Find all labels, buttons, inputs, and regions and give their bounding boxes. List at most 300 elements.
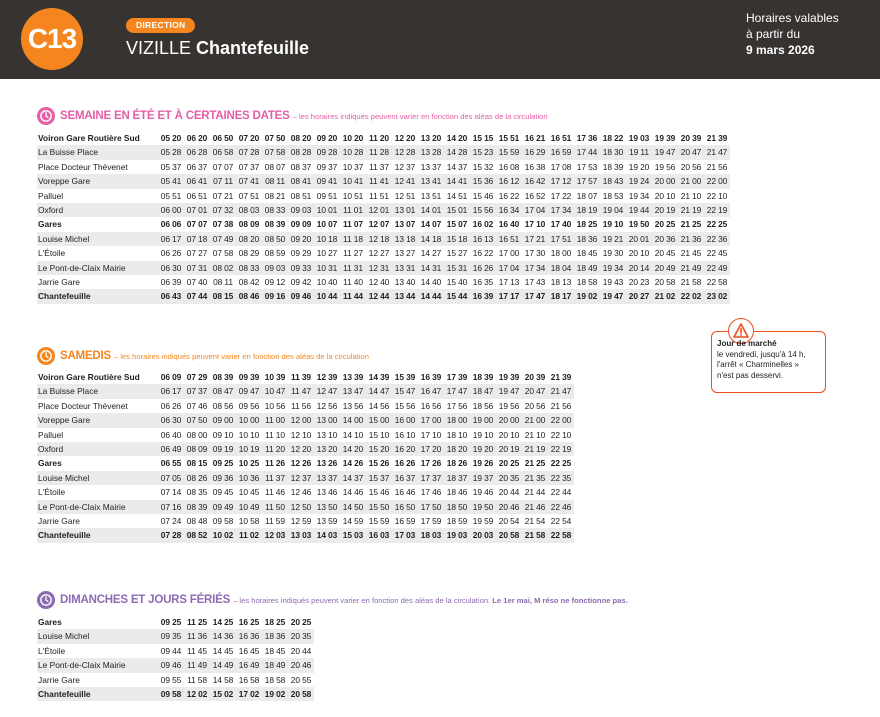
- departure-time: 09 47: [236, 384, 262, 398]
- departure-time: 11 00: [262, 413, 288, 427]
- market-notice-title: Jour de marché: [717, 339, 777, 348]
- departure-time: 14 58: [212, 674, 234, 685]
- saturday-section-title: [37, 347, 369, 365]
- stop-name: Place Docteur Thévenet: [38, 161, 128, 172]
- departure-time: 19 43: [602, 277, 624, 288]
- table-row: [37, 399, 574, 413]
- stop-name: Voiron Gare Routière Sud: [38, 133, 140, 143]
- departure-time: 16 52: [524, 190, 546, 201]
- market-notice-line-2: l'arrêt « Charminelles »: [717, 360, 800, 369]
- departure-time: 08 51: [290, 190, 312, 201]
- departure-time: 14 44: [418, 289, 444, 303]
- table-row: [37, 658, 314, 672]
- departure-time: 20 10: [654, 190, 676, 201]
- table-row: [37, 174, 730, 188]
- departure-time: 11 56: [291, 400, 311, 411]
- departure-time: 14 49: [210, 658, 236, 672]
- departure-time: 20 56: [524, 400, 546, 411]
- departure-time: 21 25: [524, 458, 546, 469]
- stop-name: Oxford: [37, 442, 158, 456]
- departure-time: 11 44: [340, 289, 366, 303]
- departure-time: 16 25: [238, 617, 260, 627]
- stop-name: Voreppe Gare: [37, 413, 158, 427]
- departure-time: 13 59: [316, 516, 338, 527]
- departure-time: 18 36: [574, 232, 600, 246]
- departure-time: 14 20: [340, 442, 366, 456]
- departure-time: 12 44: [366, 289, 392, 303]
- departure-time: 17 20: [418, 442, 444, 456]
- departure-time: 11 31: [340, 261, 366, 275]
- departure-time: 16 37: [392, 471, 418, 485]
- departure-time: 20 35: [288, 629, 314, 643]
- departure-time: 06 28: [184, 145, 210, 159]
- departure-time: 13 40: [394, 277, 416, 288]
- departure-time: 21 00: [522, 413, 548, 427]
- departure-time: 20 25: [654, 219, 676, 230]
- departure-time: 18 43: [600, 174, 626, 188]
- departure-time: 07 27: [186, 248, 208, 259]
- departure-time: 15 51: [498, 133, 520, 143]
- departure-time: 08 03: [236, 203, 262, 217]
- departure-time: 20 01: [626, 232, 652, 246]
- departure-time: 14 10: [342, 429, 364, 440]
- departure-time: 22 10: [550, 429, 572, 440]
- stop-name: Louise Michel: [37, 232, 158, 246]
- departure-time: 07 38: [212, 219, 234, 230]
- departure-time: 10 39: [264, 372, 286, 382]
- departure-time: 10 28: [340, 145, 366, 159]
- departure-time: 06 06: [160, 219, 182, 230]
- departure-time: 07 11: [210, 174, 236, 188]
- departure-time: 16 26: [470, 261, 496, 275]
- departure-time: 07 49: [210, 232, 236, 246]
- departure-time: 15 50: [366, 500, 392, 514]
- departure-time: 08 11: [213, 277, 233, 288]
- departure-time: 08 41: [288, 174, 314, 188]
- departure-time: 07 07: [186, 219, 208, 230]
- departure-time: 09 49: [210, 500, 236, 514]
- departure-time: 16 26: [394, 458, 416, 469]
- departure-time: 10 51: [342, 190, 364, 201]
- departure-time: 14 31: [418, 261, 444, 275]
- departure-time: 08 50: [262, 232, 288, 246]
- departure-time: 09 39: [238, 372, 260, 382]
- departure-time: 22 36: [704, 232, 730, 246]
- departure-time: 06 26: [160, 400, 182, 411]
- departure-time: 15 46: [472, 190, 494, 201]
- departure-time: 06 41: [184, 174, 210, 188]
- saturday-timetable: [37, 370, 574, 543]
- departure-time: 07 21: [212, 190, 234, 201]
- departure-time: 12 03: [262, 528, 288, 542]
- departure-time: 09 20: [316, 133, 338, 143]
- departure-time: 12 27: [368, 248, 390, 259]
- departure-time: 15 40: [446, 277, 468, 288]
- departure-time: 22 02: [678, 289, 704, 303]
- departure-time: 09 42: [290, 277, 312, 288]
- departure-time: 20 46: [288, 658, 314, 672]
- table-row: [37, 456, 574, 470]
- departure-time: 14 40: [420, 277, 442, 288]
- departure-time: 17 04: [496, 261, 522, 275]
- departure-time: 16 20: [392, 442, 418, 456]
- departure-time: 11 20: [262, 442, 288, 456]
- departure-time: 12 02: [184, 687, 210, 701]
- departure-time: 11 26: [265, 458, 285, 469]
- stop-name: La Buisse Place: [37, 384, 158, 398]
- departure-time: 20 14: [626, 261, 652, 275]
- departure-time: 15 01: [444, 203, 470, 217]
- departure-time: 18 04: [548, 261, 574, 275]
- departure-time: 14 20: [446, 133, 468, 143]
- departure-time: 16 58: [238, 674, 260, 685]
- departure-time: 09 58: [212, 516, 234, 527]
- departure-time: 09 25: [212, 458, 234, 469]
- departure-time: 12 10: [290, 429, 312, 440]
- departure-time: 17 46: [420, 487, 442, 498]
- departure-time: 10 07: [316, 219, 338, 230]
- departure-time: 06 00: [158, 203, 184, 217]
- departure-time: 08 11: [262, 174, 288, 188]
- departure-time: 06 43: [158, 289, 184, 303]
- departure-time: 19 03: [444, 528, 470, 542]
- departure-time: 09 03: [288, 203, 314, 217]
- departure-time: 08 39: [264, 219, 286, 230]
- departure-time: 06 17: [158, 232, 184, 246]
- departure-time: 09 55: [160, 674, 182, 685]
- departure-time: 21 56: [550, 400, 572, 411]
- departure-time: 10 49: [236, 500, 262, 514]
- departure-time: 21 58: [522, 528, 548, 542]
- departure-time: 13 03: [288, 528, 314, 542]
- departure-time: 18 45: [576, 248, 598, 259]
- departure-time: 06 17: [158, 384, 184, 398]
- departure-time: 07 41: [236, 174, 262, 188]
- stop-name: Jarrie Gare: [38, 674, 80, 685]
- table-row: [37, 500, 574, 514]
- departure-time: 13 26: [316, 458, 338, 469]
- departure-time: 07 14: [160, 487, 182, 498]
- departure-time: 08 20: [290, 133, 312, 143]
- table-row: [37, 485, 574, 499]
- departure-time: 05 51: [160, 190, 182, 201]
- departure-time: 16 50: [392, 500, 418, 514]
- departure-time: 13 01: [392, 203, 418, 217]
- departure-time: 05 20: [160, 133, 182, 143]
- departure-time: 09 37: [316, 161, 338, 172]
- stop-name: L'Étoile: [38, 487, 66, 498]
- departure-time: 19 44: [626, 203, 652, 217]
- departure-time: 06 20: [186, 133, 208, 143]
- departure-time: 17 10: [524, 219, 546, 230]
- departure-time: 13 27: [394, 248, 416, 259]
- departure-time: 17 56: [446, 400, 468, 411]
- departure-time: 21 47: [548, 384, 574, 398]
- departure-time: 11 37: [369, 161, 389, 172]
- departure-time: 10 44: [314, 289, 340, 303]
- departure-time: 19 39: [498, 372, 520, 382]
- departure-time: 07 58: [212, 248, 234, 259]
- departure-time: 08 00: [186, 429, 208, 440]
- stop-name: Oxford: [37, 203, 158, 217]
- departure-time: 11 02: [236, 528, 262, 542]
- destination-stop: Chantefeuille: [196, 38, 310, 58]
- departure-time: 08 09: [238, 219, 260, 230]
- departure-time: 13 20: [420, 133, 442, 143]
- departure-time: 20 44: [498, 487, 520, 498]
- departure-time: 17 40: [550, 219, 572, 230]
- clock-icon: [37, 107, 55, 125]
- departure-time: 14 18: [418, 232, 444, 246]
- stop-name: Louise Michel: [37, 471, 158, 485]
- departure-time: 15 46: [368, 487, 390, 498]
- departure-time: 20 19: [496, 442, 522, 456]
- departure-time: 10 19: [236, 442, 262, 456]
- departure-time: 20 35: [496, 471, 522, 485]
- sunday-section-title: [37, 591, 628, 609]
- departure-time: 15 36: [470, 174, 496, 188]
- departure-time: 11 07: [343, 219, 363, 230]
- departure-time: 15 15: [472, 133, 494, 143]
- departure-time: 20 44: [290, 645, 312, 656]
- departure-time: 18 13: [550, 277, 572, 288]
- departure-time: 09 10: [212, 429, 234, 440]
- departure-time: 14 50: [340, 500, 366, 514]
- departure-time: 16 59: [394, 516, 416, 527]
- table-row: [37, 428, 574, 442]
- table-row: [37, 673, 314, 687]
- departure-time: 06 26: [160, 248, 182, 259]
- departure-time: 09 20: [288, 232, 314, 246]
- departure-time: 21 39: [550, 372, 572, 382]
- departure-time: 15 23: [470, 145, 496, 159]
- departure-time: 18 00: [444, 413, 470, 427]
- departure-time: 11 28: [366, 145, 392, 159]
- departure-time: 09 25: [160, 617, 182, 627]
- departure-time: 15 07: [446, 219, 468, 230]
- departure-time: 15 00: [366, 413, 392, 427]
- departure-time: 16 34: [496, 203, 522, 217]
- departure-time: 21 00: [678, 174, 704, 188]
- departure-time: 20 54: [498, 516, 520, 527]
- departure-time: 21 44: [524, 487, 546, 498]
- weekday-title: SEMAINE EN ÉTÉ ET À CERTAINES DATES: [60, 110, 290, 122]
- departure-time: 08 21: [264, 190, 286, 201]
- departure-time: 16 22: [472, 248, 494, 259]
- departure-time: 13 41: [418, 174, 444, 188]
- departure-time: 09 12: [264, 277, 286, 288]
- departure-time: 10 58: [238, 516, 260, 527]
- departure-time: 17 03: [392, 528, 418, 542]
- departure-time: 06 37: [186, 161, 208, 172]
- departure-time: 19 47: [600, 289, 626, 303]
- departure-time: 11 50: [262, 500, 288, 514]
- departure-time: 11 25: [187, 617, 207, 627]
- table-row: [37, 275, 730, 289]
- departure-time: 19 20: [470, 442, 496, 456]
- departure-time: 19 20: [628, 161, 650, 172]
- sunday-note: – les horaires indiqués peuvent varier en fonction des aléas de la circulation.: [233, 595, 491, 605]
- departure-time: 12 47: [314, 384, 340, 398]
- departure-time: 19 30: [602, 248, 624, 259]
- departure-time: 13 07: [394, 219, 416, 230]
- departure-time: 18 07: [576, 190, 598, 201]
- departure-time: 06 55: [160, 458, 182, 469]
- departure-time: 17 13: [498, 277, 520, 288]
- departure-time: 21 56: [706, 161, 728, 172]
- departure-time: 06 50: [212, 133, 234, 143]
- departure-time: 08 15: [186, 458, 208, 469]
- departure-time: 17 50: [418, 500, 444, 514]
- departure-time: 09 58: [158, 687, 184, 701]
- departure-time: 12 28: [392, 145, 418, 159]
- table-row: [37, 232, 730, 246]
- validity-notice: [746, 10, 876, 58]
- departure-time: 09 00: [210, 413, 236, 427]
- departure-time: 15 39: [394, 372, 416, 382]
- departure-time: 13 37: [314, 471, 340, 485]
- departure-time: 15 44: [444, 289, 470, 303]
- departure-time: 19 56: [498, 400, 520, 411]
- departure-time: 18 03: [418, 528, 444, 542]
- departure-time: 16 39: [420, 372, 442, 382]
- departure-time: 08 48: [186, 516, 208, 527]
- departure-time: 12 07: [368, 219, 390, 230]
- departure-time: 07 01: [184, 203, 210, 217]
- departure-time: 20 47: [522, 384, 548, 398]
- departure-time: 16 21: [524, 133, 546, 143]
- departure-time: 16 45: [238, 645, 260, 656]
- departure-time: 11 47: [288, 384, 314, 398]
- validity-date: 9 mars 2026: [746, 43, 815, 57]
- departure-time: 15 20: [366, 442, 392, 456]
- departure-time: 15 10: [368, 429, 390, 440]
- sunday-timetable: [37, 615, 314, 701]
- departure-time: 09 45: [212, 487, 234, 498]
- departure-time: 07 28: [158, 528, 184, 542]
- departure-time: 20 58: [654, 277, 676, 288]
- table-row: [37, 514, 574, 528]
- departure-time: 07 31: [184, 261, 210, 275]
- validity-line-2: à partir du: [746, 27, 801, 41]
- departure-time: 10 00: [236, 413, 262, 427]
- departure-time: 18 49: [574, 261, 600, 275]
- departure-time: 10 45: [238, 487, 260, 498]
- departure-time: 16 13: [470, 232, 496, 246]
- departure-time: 17 10: [420, 429, 442, 440]
- departure-time: 19 10: [472, 429, 494, 440]
- departure-time: 15 03: [340, 528, 366, 542]
- departure-time: 20 39: [524, 372, 546, 382]
- departure-time: 15 26: [368, 458, 390, 469]
- departure-time: 14 28: [444, 145, 470, 159]
- departure-time: 18 20: [444, 442, 470, 456]
- departure-time: 10 02: [210, 528, 236, 542]
- departure-time: 13 56: [342, 400, 364, 411]
- departure-time: 22 00: [704, 174, 730, 188]
- departure-time: 22 25: [550, 458, 572, 469]
- departure-time: 08 02: [210, 261, 236, 275]
- departure-time: 11 10: [265, 429, 285, 440]
- departure-time: 17 57: [574, 174, 600, 188]
- departure-time: 16 51: [496, 232, 522, 246]
- departure-time: 15 47: [392, 384, 418, 398]
- departure-time: 15 37: [366, 471, 392, 485]
- departure-time: 18 47: [470, 384, 496, 398]
- departure-time: 08 33: [236, 261, 262, 275]
- departure-time: 22 19: [548, 442, 574, 456]
- departure-time: 16 59: [548, 145, 574, 159]
- departure-time: 18 25: [264, 617, 286, 627]
- departure-time: 17 37: [418, 471, 444, 485]
- stop-name: Le Pont-de-Claix Mairie: [37, 658, 158, 672]
- departure-time: 18 50: [444, 500, 470, 514]
- departure-time: 11 58: [187, 674, 207, 685]
- departure-time: 14 36: [210, 629, 236, 643]
- departure-time: 21 47: [704, 145, 730, 159]
- departure-time: 07 46: [186, 400, 208, 411]
- departure-time: 08 37: [290, 161, 312, 172]
- departure-time: 20 39: [680, 133, 702, 143]
- departure-time: 19 10: [602, 219, 624, 230]
- saturday-title: SAMEDIS: [60, 350, 111, 362]
- departure-time: 18 19: [574, 203, 600, 217]
- departure-time: 20 25: [498, 458, 520, 469]
- departure-time: 20 10: [628, 248, 650, 259]
- departure-time: 22 35: [548, 471, 574, 485]
- departure-time: 10 27: [316, 248, 338, 259]
- departure-time: 17 59: [420, 516, 442, 527]
- departure-time: 10 01: [314, 203, 340, 217]
- departure-time: 20 49: [652, 261, 678, 275]
- departure-time: 11 49: [184, 658, 210, 672]
- departure-time: 09 46: [288, 289, 314, 303]
- departure-time: 16 51: [550, 133, 572, 143]
- departure-time: 08 07: [264, 161, 286, 172]
- departure-time: 19 03: [628, 133, 650, 143]
- departure-time: 08 28: [288, 145, 314, 159]
- departure-time: 22 45: [706, 248, 728, 259]
- validity-line-1: Horaires valables: [746, 11, 839, 25]
- departure-time: 14 56: [368, 400, 390, 411]
- departure-time: 17 51: [548, 232, 574, 246]
- departure-time: 16 49: [236, 658, 262, 672]
- departure-time: 09 29: [290, 248, 312, 259]
- stop-name: Gares: [38, 458, 62, 469]
- departure-time: 08 39: [212, 372, 234, 382]
- direction-label: DIRECTION: [126, 18, 195, 33]
- departure-time: 17 04: [522, 203, 548, 217]
- table-row: [37, 203, 730, 217]
- departure-time: 14 27: [420, 248, 442, 259]
- stop-name: L'Étoile: [38, 645, 66, 656]
- departure-time: 21 54: [524, 516, 546, 527]
- departure-time: 21 35: [522, 471, 548, 485]
- departure-time: 14 37: [446, 161, 468, 172]
- departure-time: 19 11: [626, 145, 652, 159]
- departure-time: 07 16: [158, 500, 184, 514]
- departure-time: 10 10: [238, 429, 260, 440]
- departure-time: 20 25: [290, 617, 312, 627]
- departure-time: 16 22: [498, 190, 520, 201]
- departure-time: 10 37: [342, 161, 364, 172]
- departure-time: 22 19: [704, 203, 730, 217]
- departure-time: 10 18: [314, 232, 340, 246]
- departure-time: 21 45: [680, 248, 702, 259]
- stop-name: Jarrie Gare: [38, 277, 80, 288]
- table-row: [37, 471, 574, 485]
- stop-name: Jarrie Gare: [38, 516, 80, 527]
